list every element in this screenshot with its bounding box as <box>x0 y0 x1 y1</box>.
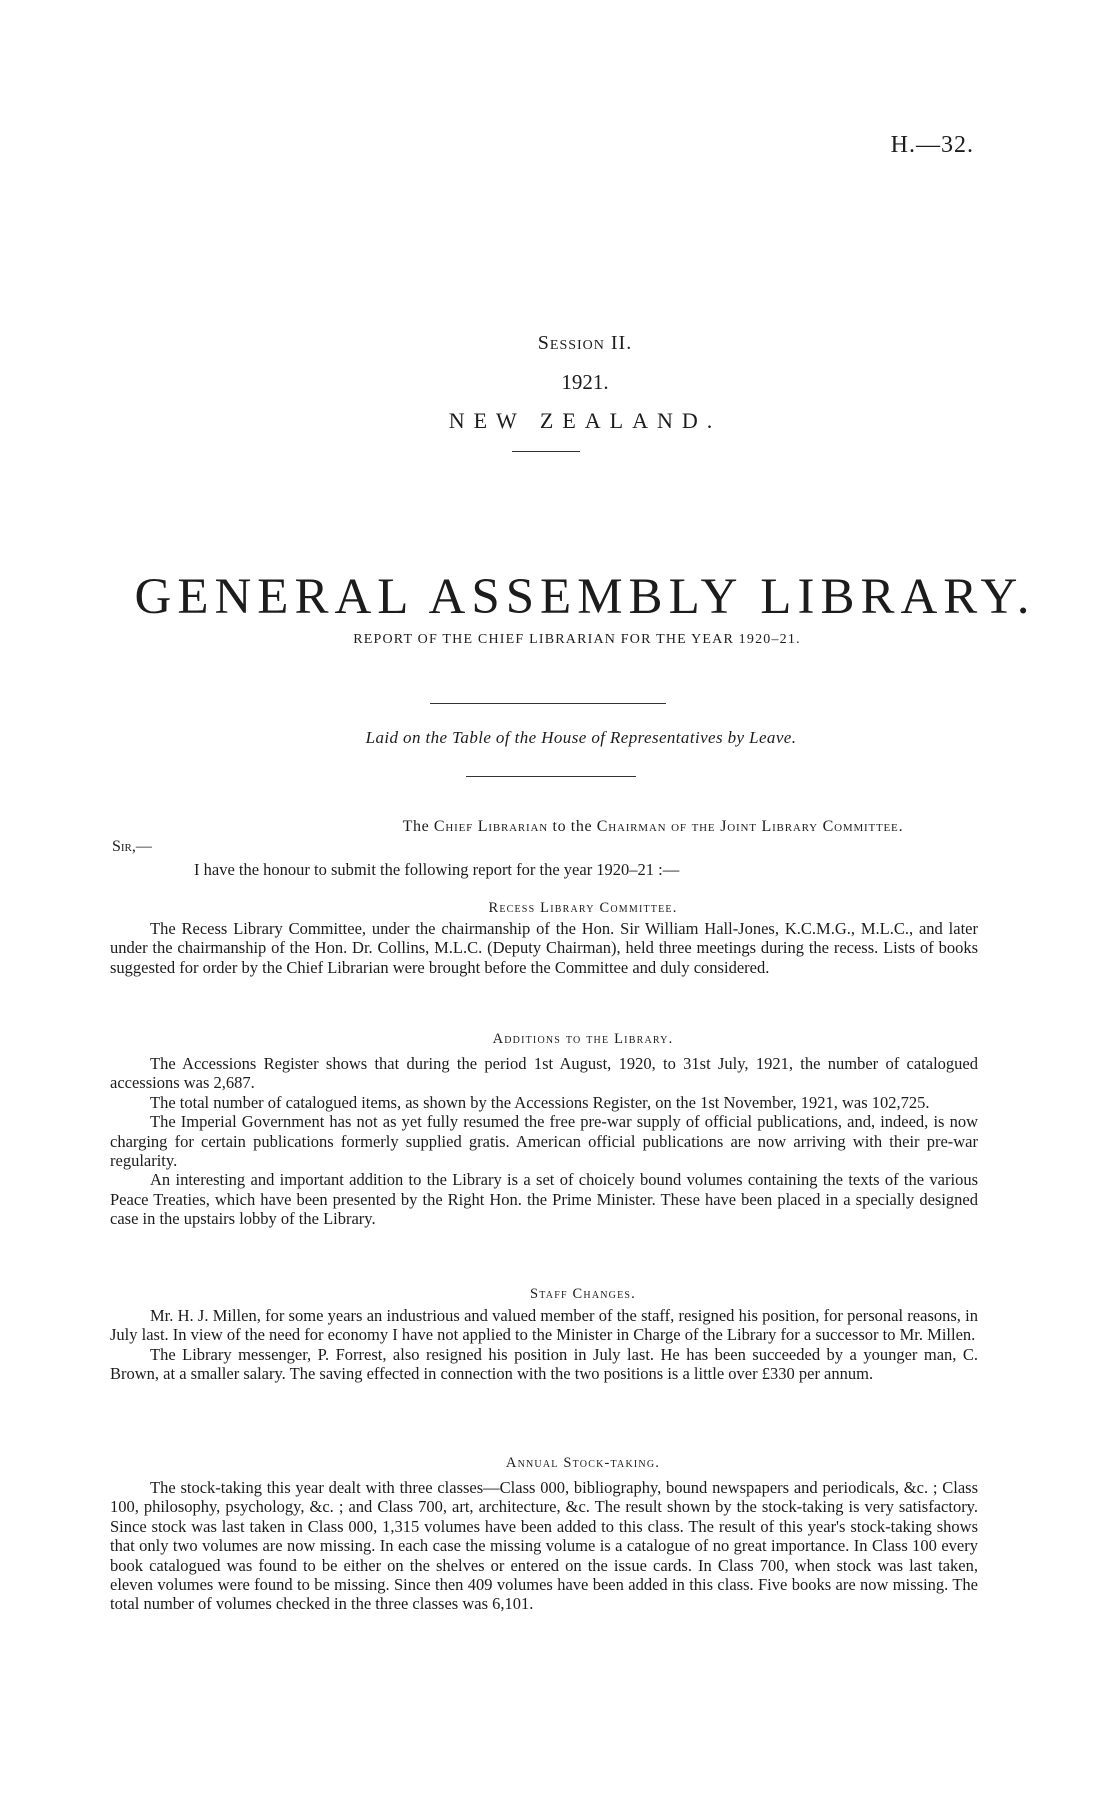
paragraph: The stock-taking this year dealt with three classes—Class 000, bibliography, bound newspapers and periodicals, &c. ; Class 100, philosophy, psychology, &c. ; and Class 700, art, architecture, &c. The result shown by the stock-taking is very satisfactory. Since stock was last taken in Class 000, 1,315 volumes have been added to this class. The result of this year's stock-taking shows that only two volumes are now missing. In each case the missing volume is a catalogue of no great importance. In Class 100 every book catalogued was found to be either on the shelves or entered on the issue cards. In Class 700, when stock was last taken, eleven volumes were found to be missing. Since then 409 volumes have been added in this class. Five books are now missing. The total number of volumes checked in the three classes was 6,101. <box>110 1478 978 1614</box>
section-body-additions <box>110 1054 978 1229</box>
document-title: GENERAL ASSEMBLY LIBRARY. <box>134 569 1036 625</box>
section-body-recess <box>110 919 978 977</box>
paragraph: The Accessions Register shows that during the period 1st August, 1920, to 31st July, 1921, the number of catalogued accessions was 2,687. <box>110 1054 978 1093</box>
divider-rule <box>512 451 580 452</box>
intro-line: I have the honour to submit the following report for the year 1920–21 :— <box>194 860 680 879</box>
paragraph: The total number of catalogued items, as shown by the Accessions Register, on the 1st November, 1921, was 102,725. <box>150 1092 930 1112</box>
divider-rule <box>430 703 666 704</box>
addressee-to: Chairman of the Joint Library Committee. <box>596 818 904 835</box>
year-label: 1921. <box>561 370 609 394</box>
divider-rule <box>466 776 636 777</box>
section-heading-additions: Additions to the Library. <box>492 1031 674 1047</box>
section-body-staff <box>110 1306 978 1384</box>
paragraph: The Imperial Government has not as yet fully resumed the free pre-war supply of official publications, and, indeed, is now charging for certain publications formerly supplied gratis. American official publications are now arriving with their pre-war regularity. <box>110 1112 978 1171</box>
page-reference: H.—32. <box>890 132 974 158</box>
addressee-line <box>0 818 1114 836</box>
section-heading-staff: Staff Changes. <box>530 1286 636 1302</box>
addressee-prefix: The <box>402 818 434 835</box>
document-subtitle: REPORT OF THE CHIEF LIBRARIAN FOR THE YEAR 1920–21. <box>353 632 801 647</box>
country-label: NEW ZEALAND. <box>448 408 722 433</box>
session-label: Session II. <box>537 332 633 354</box>
laid-on-table-note: Laid on the Table of the House of Representatives by Leave. <box>365 728 797 747</box>
paragraph: Mr. H. J. Millen, for some years an industrious and valued member of the staff, resigned his position, for personal reasons, in July last. In view of the need for economy I have not applied to the Minister in Charge of the Library for a successor to Mr. Millen. <box>110 1306 978 1345</box>
addressee-middle: to the <box>547 818 597 835</box>
section-body-stocktaking <box>110 1478 978 1614</box>
section-heading-recess: Recess Library Committee. <box>488 900 678 916</box>
addressee-from: Chief Librarian <box>433 818 548 835</box>
salutation: Sir,— <box>112 838 152 855</box>
paragraph: The Recess Library Committee, under the chairmanship of the Hon. Sir William Hall-Jones, K.C.M.G., M.L.C., and later under the chairmanship of the Hon. Dr. Collins, M.L.C. (Deputy Chairman), held three meetings during the recess. Lists of books suggested for order by the Chief Librarian were brought before the Committee and duly considered. <box>110 919 978 977</box>
section-heading-stocktaking: Annual Stock-taking. <box>505 1455 661 1471</box>
paragraph: An interesting and important addition to the Library is a set of choicely bound volumes containing the texts of the various Peace Treaties, which have been presented by the Right Hon. the Prime Minister. These have been placed in a specially designed case in the upstairs lobby of the Library. <box>110 1170 978 1229</box>
paragraph: The Library messenger, P. Forrest, also resigned his position in July last. He has been succeeded by a younger man, C. Brown, at a smaller salary. The saving effected in connection with the two positions is a little over £330 per annum. <box>110 1344 978 1384</box>
